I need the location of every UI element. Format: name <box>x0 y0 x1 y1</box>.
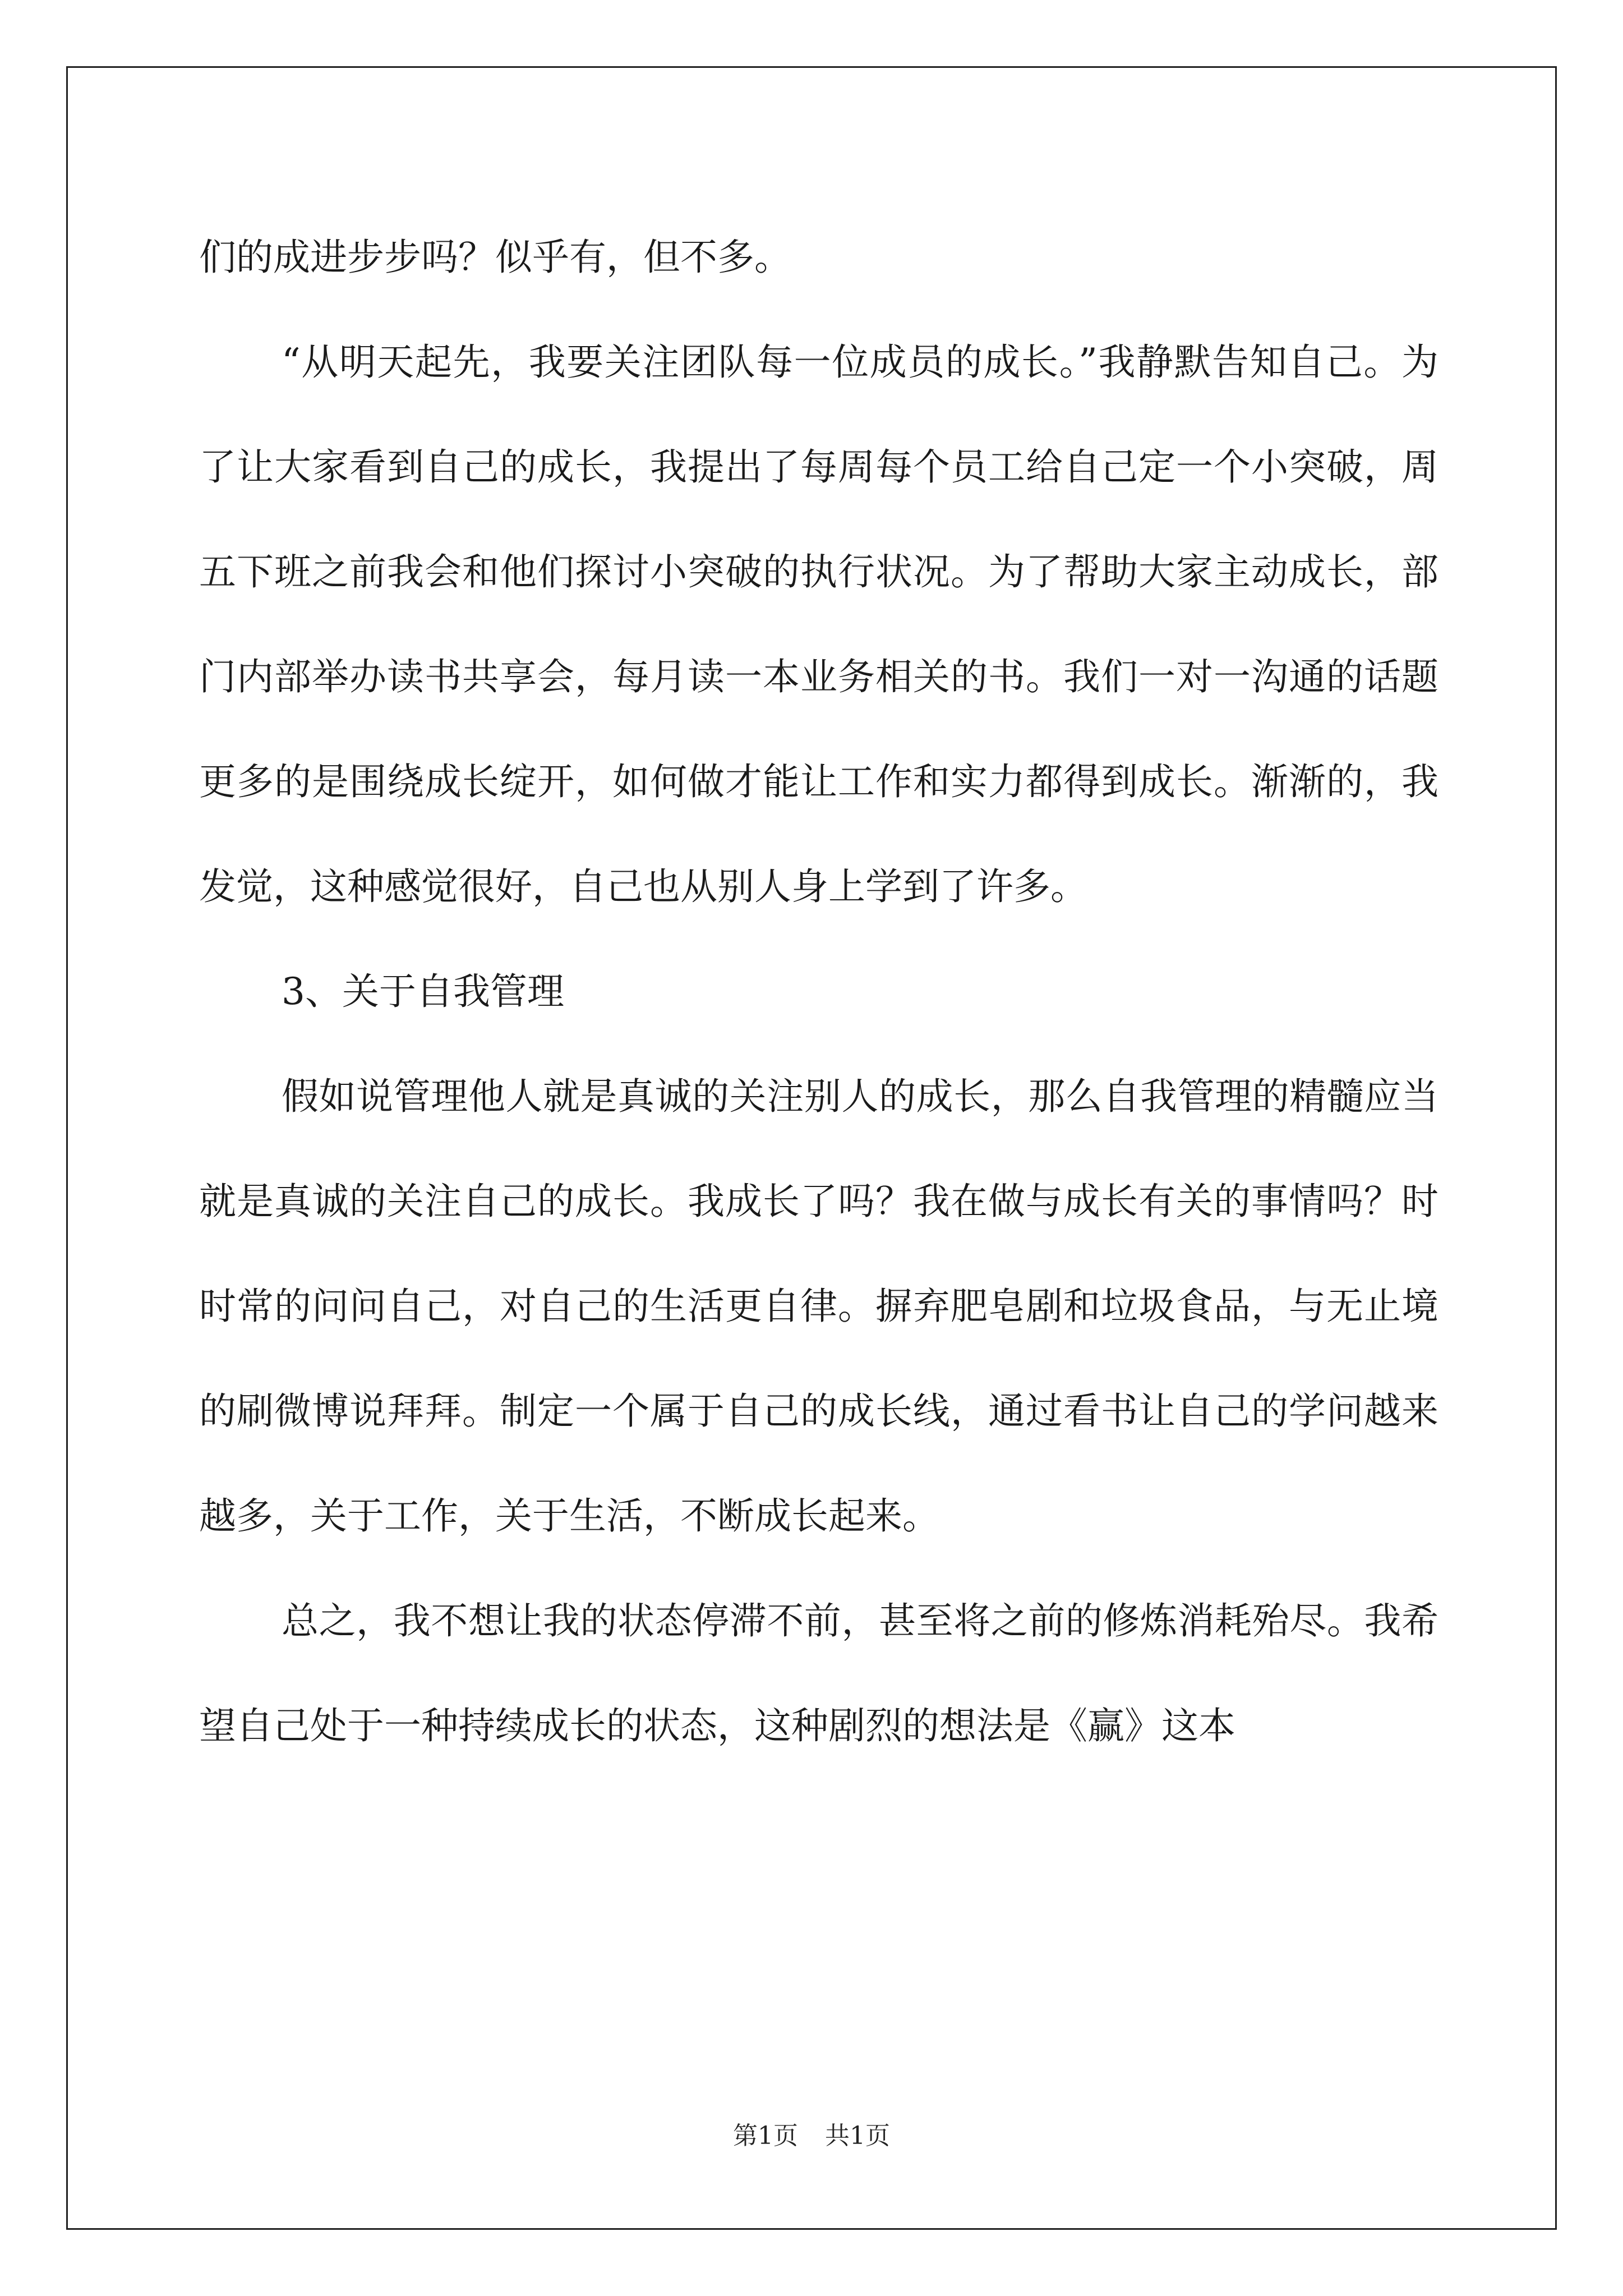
page-total: 共1页 <box>825 2122 890 2150</box>
paragraph-4: 总之，我不想让我的状态停滞不前，甚至将之前的修炼消耗殆尽。我希望自己处于一种持续成长的状态，这种剧烈的想法是《赢》这本 <box>199 1599 1438 1747</box>
paragraph-3: 假如说管理他人就是真诚的关注别人的成长，那么自我管理的精髓应当就是真诚的关注自己的成长。我成长了吗？我在做与成长有关的事情吗？时时常的问问自己，对自己的生活更自律。摒弃肥皂剧和垃圾食品，与无止境的刷微博说拜拜。制定一个属于自己的成长线，通过看书让自己的学问越来越多，关于工作，关于生活，不断成长起来。 <box>199 1075 1438 1538</box>
section-heading: 3、关于自我管理 <box>282 970 564 1013</box>
document-body <box>199 205 1438 1778</box>
page-number: 第1页 <box>733 2122 798 2150</box>
paragraph-1: 们的成进步步吗？似乎有，但不多。 <box>199 236 791 279</box>
page-footer <box>0 2119 1623 2153</box>
paragraph-2: “从明天起先，我要关注团队每一位成员的成长。”我静默告知自己。为了让大家看到自己的成长，我提出了每周每个员工给自己定一个小突破，周五下班之前我会和他们探讨小突破的执行状况。为了帮助大家主动成长，部门内部举办读书共享会，每月读一本业务相关的书。我们一对一沟通的话题更多的是围绕成长绽开，如何做才能让工作和实力都得到成长。渐渐的，我发觉，这种感觉很好，自己也从别人身上学到了许多。 <box>199 341 1438 908</box>
